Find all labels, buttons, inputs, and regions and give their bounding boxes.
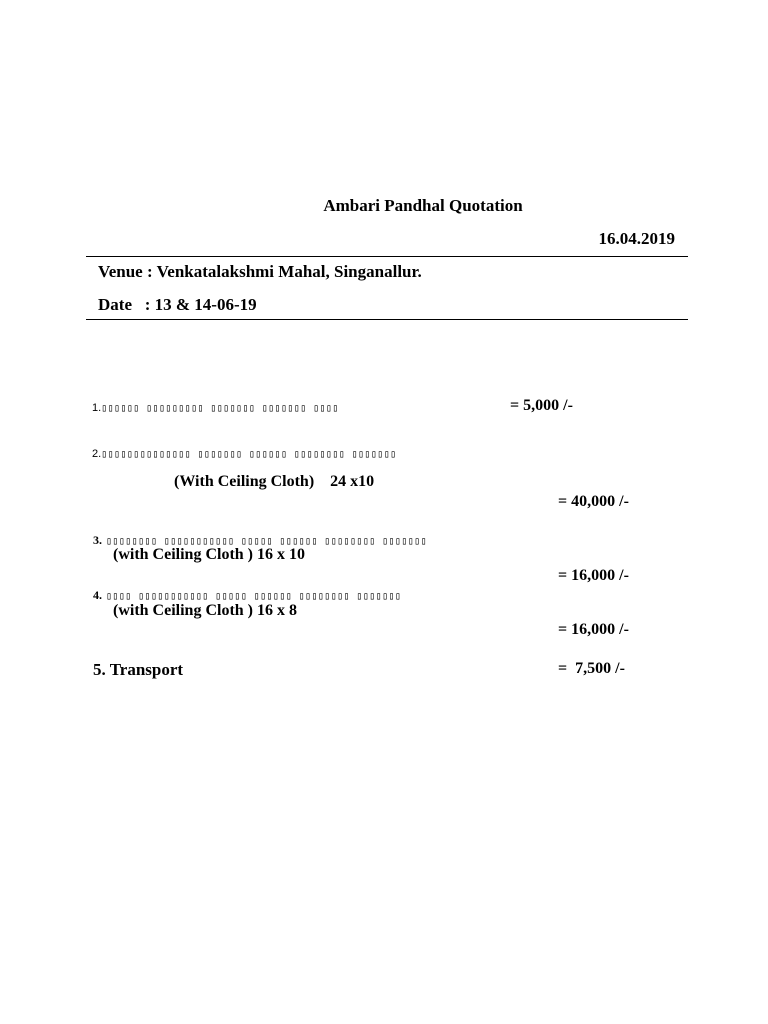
item-1-number: 1. <box>92 402 102 414</box>
item-3-amount: = 16,000 /- <box>558 567 629 584</box>
item-2-detail: (With Ceiling Cloth) 24 x10 <box>174 473 375 490</box>
item-5-amount: = 7,500 /- <box>558 660 625 677</box>
item-2-number: 2. <box>92 448 102 460</box>
item-4-amount: = 16,000 /- <box>558 621 629 638</box>
venue-line: Venue : Venkatalakshmi Mahal, Singanallur. <box>98 262 422 281</box>
event-date-line: Date : 13 & 14-06-19 <box>98 295 257 314</box>
item-3-unrendered-text: ▯▯▯▯▯▯▯▯ ▯▯▯▯▯▯▯▯▯▯▯ ▯▯▯▯▯ ▯▯▯▯▯▯ ▯▯▯▯▯▯▯▯ ▯▯▯▯▯▯▯ <box>106 536 428 547</box>
header-top-rule <box>86 256 688 257</box>
item-4-unrendered-text: ▯▯▯▯ ▯▯▯▯▯▯▯▯▯▯▯ ▯▯▯▯▯ ▯▯▯▯▯▯ ▯▯▯▯▯▯▯▯ ▯▯▯▯▯▯▯ <box>106 591 402 602</box>
item-3-number: 3. <box>93 533 102 547</box>
item-1-description <box>92 398 339 416</box>
item-1-unrendered-text: ▯▯▯▯▯▯ ▯▯▯▯▯▯▯▯▯ ▯▯▯▯▯▯▯ ▯▯▯▯▯▯▯ ▯▯▯▯ <box>101 403 339 414</box>
quotation-title: Ambari Pandhal Quotation <box>323 196 523 215</box>
quotation-date: 16.04.2019 <box>598 229 675 248</box>
item-3-detail: (with Ceiling Cloth ) 16 x 10 <box>113 546 305 563</box>
item-1-amount: = 5,000 /- <box>510 397 573 414</box>
item-2-unrendered-text: ▯▯▯▯▯▯▯▯▯▯▯▯▯▯ ▯▯▯▯▯▯▯ ▯▯▯▯▯▯ ▯▯▯▯▯▯▯▯ ▯▯▯▯▯▯▯ <box>101 449 397 460</box>
item-4-number: 4. <box>93 588 102 602</box>
item-5-transport: 5. Transport <box>93 660 184 679</box>
item-2-amount: = 40,000 /- <box>558 493 629 510</box>
item-4-detail: (with Ceiling Cloth ) 16 x 8 <box>113 602 297 619</box>
item-2-description <box>92 444 397 462</box>
header-bottom-rule <box>86 319 688 320</box>
